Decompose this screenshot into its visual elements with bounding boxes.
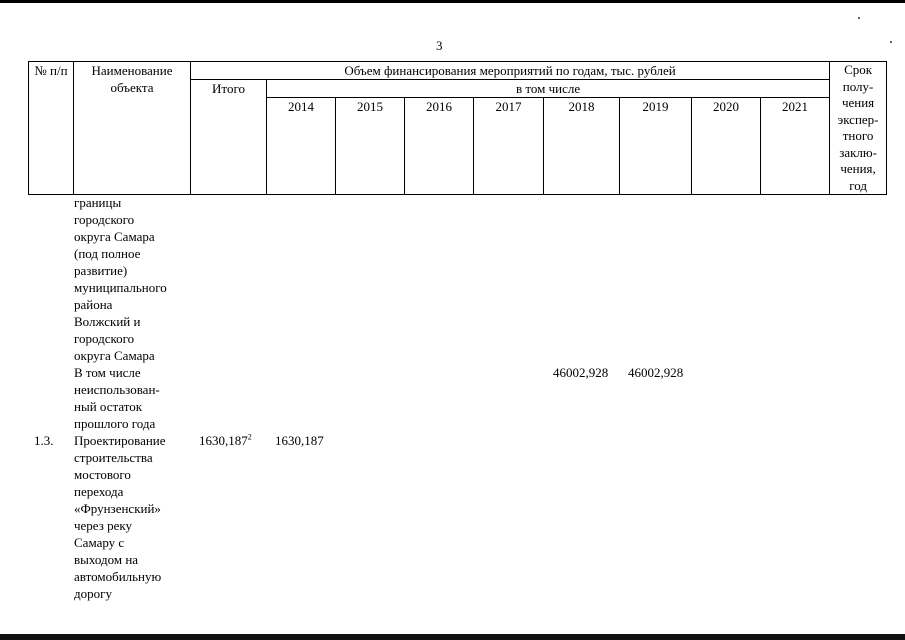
continued-object-name: границы городского округа Самара (под полное развитие) муниципального района Волжский и городского округа Самара (74, 195, 167, 363)
row-total-value: 1630,187 (199, 433, 248, 448)
financing-table-header (28, 61, 887, 195)
header-volume: Объем финансирования мероприятий по годам, тыс. рублей (191, 62, 830, 80)
row-number: 1.3. (34, 433, 54, 448)
header-deadline: Срок полу-чения экспер-тного заклю-чения, год (830, 62, 887, 195)
header-year: 2017 (474, 98, 544, 195)
page-number: 3 (436, 38, 443, 53)
top-border (0, 0, 905, 3)
subitem-value-2019: 46002,928 (628, 365, 684, 380)
header-including: в том числе (267, 80, 830, 98)
row-value-2014: 1630,187 (275, 433, 324, 448)
header-name: Наименование объекта (74, 62, 191, 195)
header-num: № п/п (29, 62, 74, 195)
header-year: 2015 (336, 98, 405, 195)
row-object-name: Проектирование строительства мостового перехода «Фрунзенский» через реку Самару с выходом на автомобильную дорогу (74, 433, 166, 601)
scan-speck (890, 41, 892, 43)
subitem-name: В том числе неиспользован- ный остаток прошлого года (74, 365, 160, 431)
scan-speck (858, 17, 860, 19)
header-total: Итого (191, 80, 267, 195)
header-year: 2021 (761, 98, 830, 195)
footnote-marker: 2 (247, 432, 252, 442)
header-year: 2014 (267, 98, 336, 195)
header-year: 2016 (405, 98, 474, 195)
subitem-value-2018: 46002,928 (553, 365, 609, 380)
header-year: 2020 (692, 98, 761, 195)
header-year: 2019 (620, 98, 692, 195)
header-year: 2018 (544, 98, 620, 195)
bottom-border (0, 634, 905, 640)
row-total (199, 432, 252, 449)
